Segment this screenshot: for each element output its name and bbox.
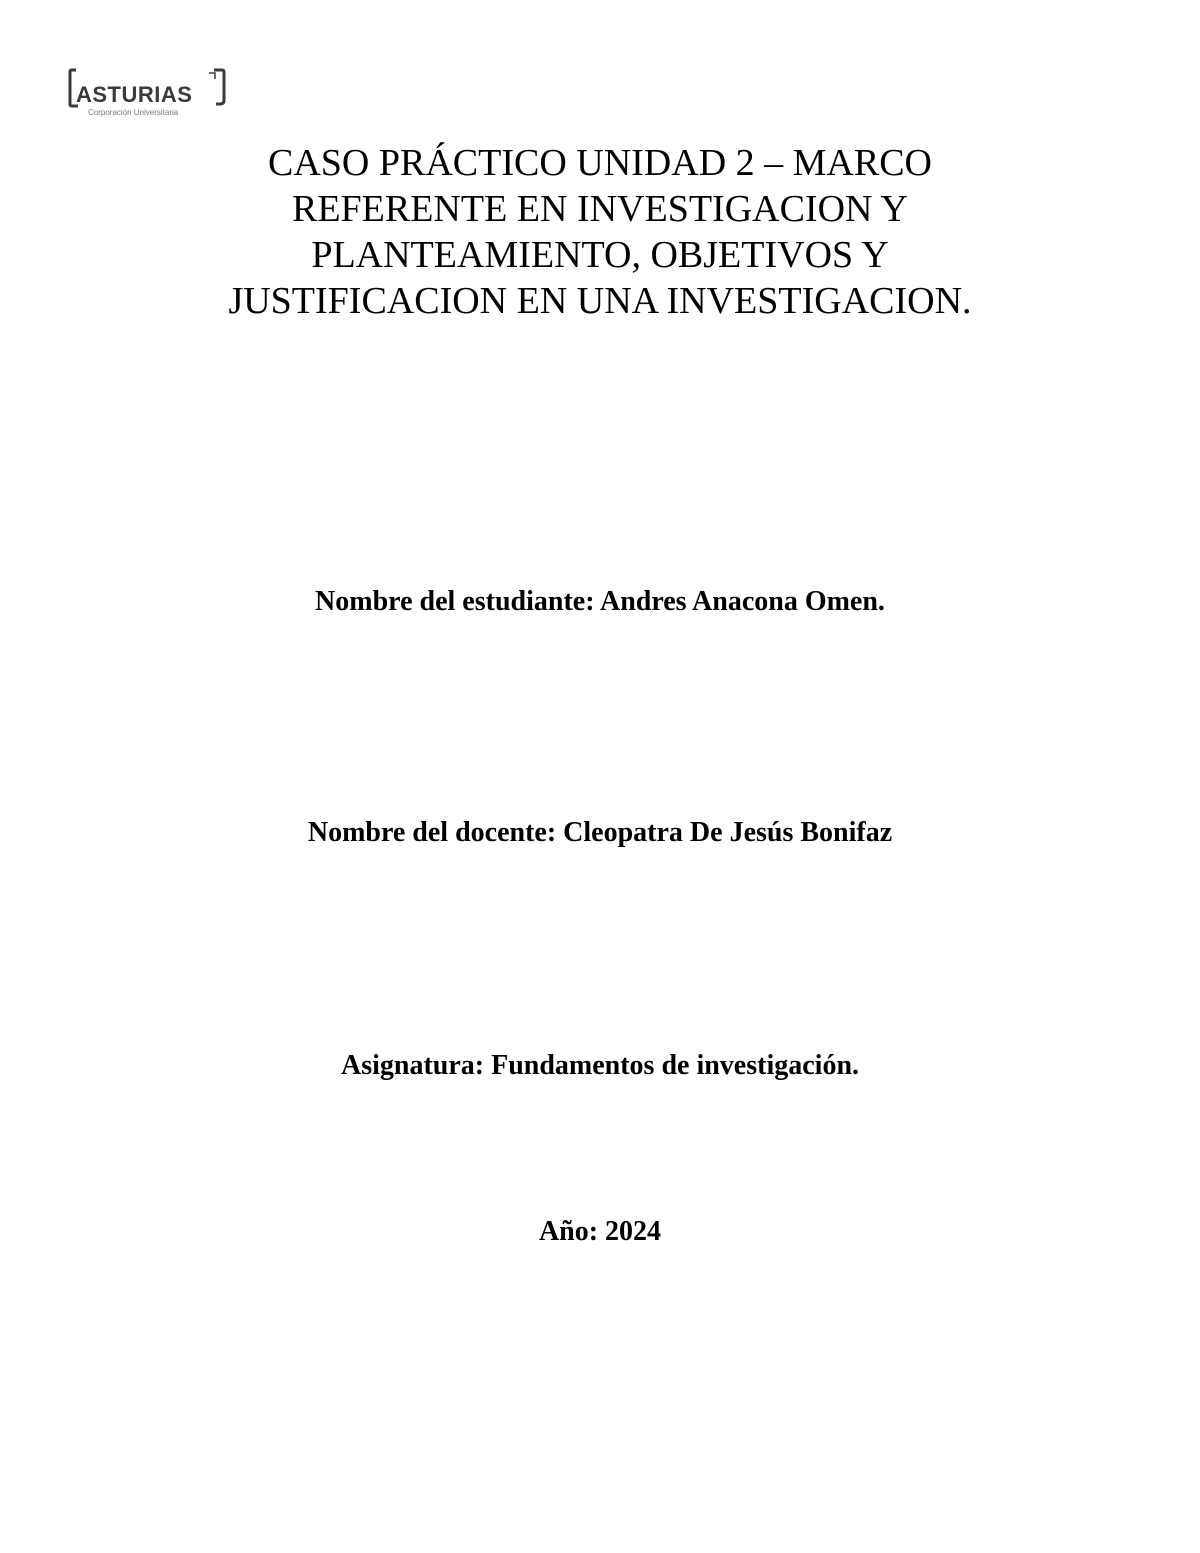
logo-name: ASTURIAS xyxy=(76,82,193,107)
year: Año: 2024 xyxy=(538,1216,662,1247)
title-line: PLANTEAMIENTO, OBJETIVOS Y xyxy=(311,234,889,276)
logo-subtitle: Corporación Universitaria xyxy=(88,108,179,117)
subject-name: Asignatura: Fundamentos de investigación. xyxy=(340,1050,860,1081)
title-line: REFERENTE EN INVESTIGACION Y xyxy=(291,188,909,230)
teacher-name: Nombre del docente: Cleopatra De Jesús Bonifaz xyxy=(307,817,893,848)
student-name: Nombre del estudiante: Andres Anacona Omen. xyxy=(315,586,885,617)
asturias-logo xyxy=(68,66,230,124)
title-line: JUSTIFICACION EN UNA INVESTIGACION. xyxy=(228,280,972,322)
title-line: CASO PRÁCTICO UNIDAD 2 – MARCO xyxy=(267,142,933,184)
document-title xyxy=(150,140,1050,324)
